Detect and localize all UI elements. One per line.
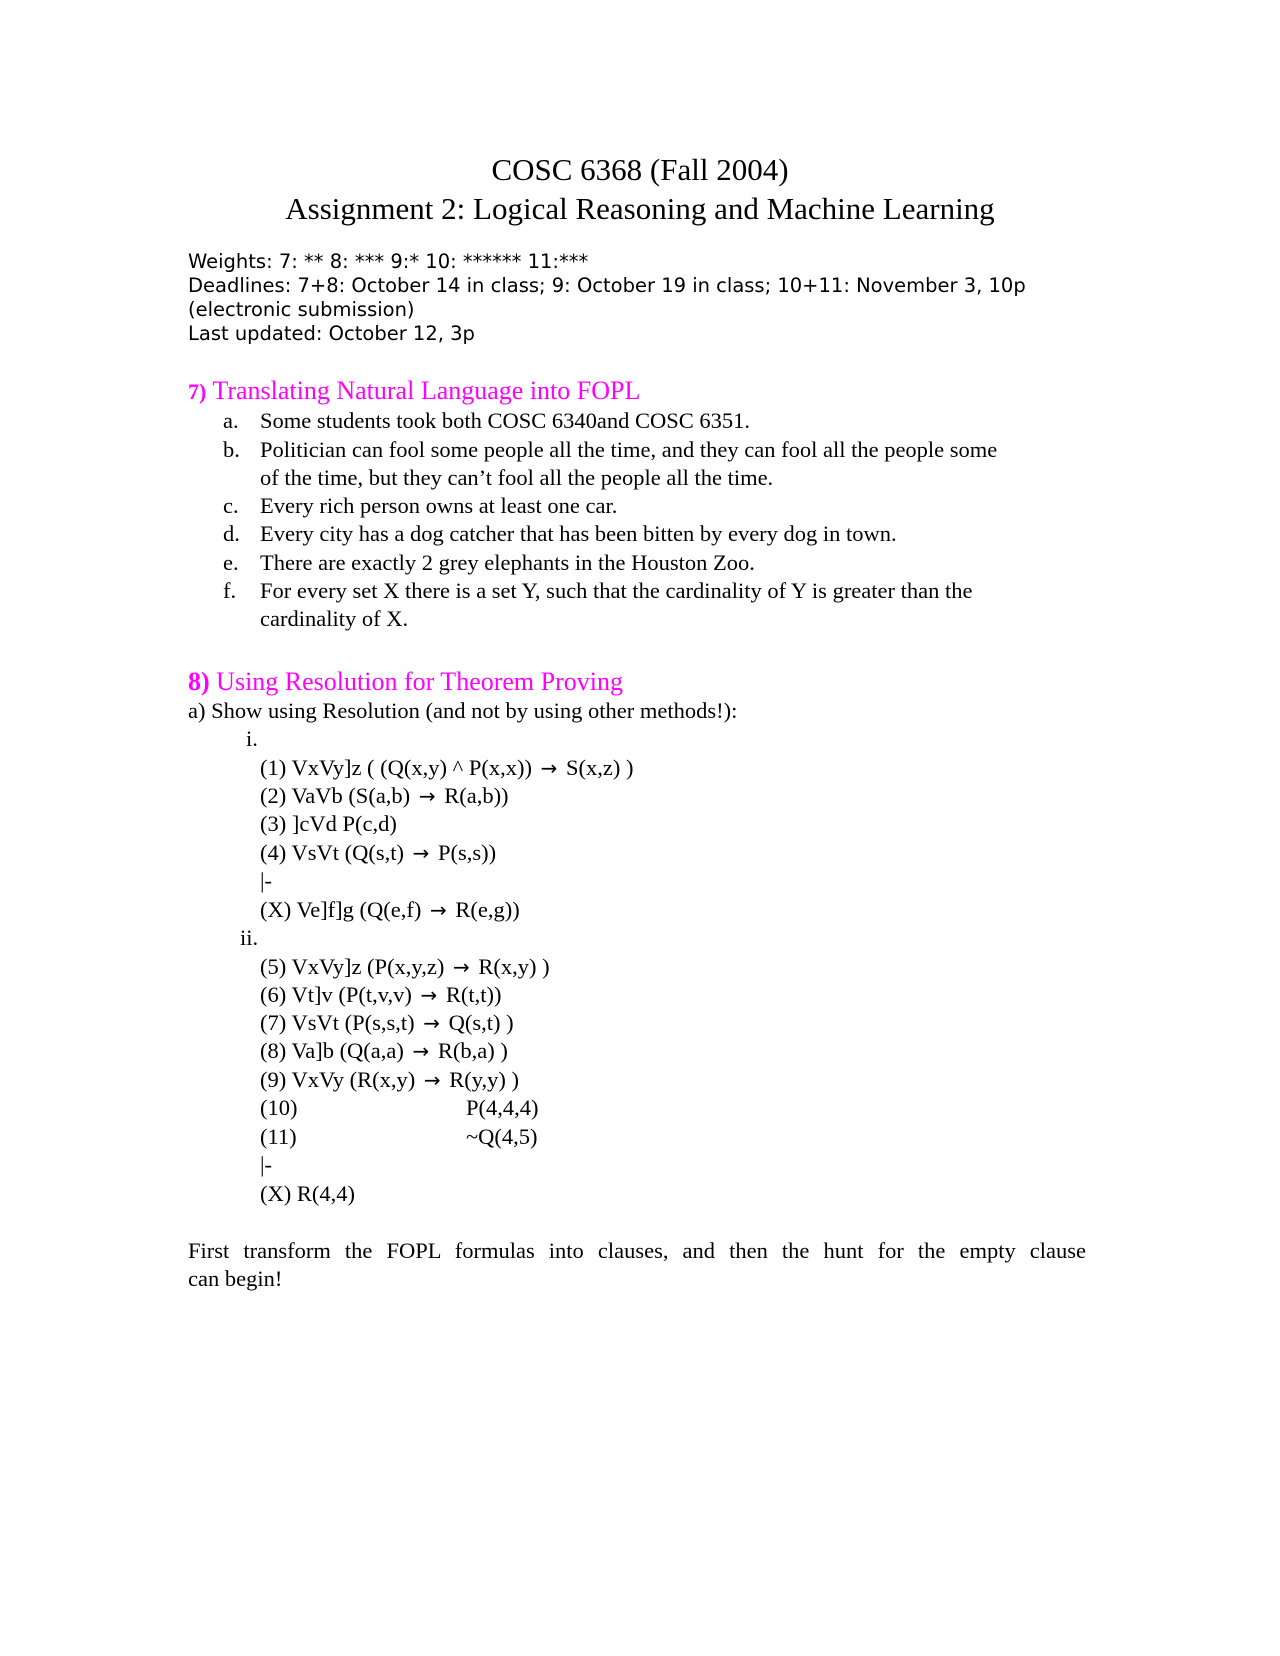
formula-11-value: ~Q(4,5) — [466, 1124, 538, 1149]
course-title: COSC 6368 (Fall 2004) — [491, 152, 789, 187]
section-7-title: Translating Natural Language into FOPL — [212, 376, 641, 405]
formula-11-label: (11) — [260, 1124, 297, 1149]
formula-5-premise: (5) VxVy]z (P(x,y,z) — [260, 954, 445, 979]
list-item: There are exactly 2 grey elephants in the Houston Zoo. — [260, 550, 755, 575]
weights-line: Weights: 7: ** 8: *** 9:* 10: ****** 11:*** — [188, 250, 589, 273]
closing-paragraph-line-2: can begin! — [188, 1266, 283, 1291]
list-item: Every rich person owns at least one car. — [260, 493, 618, 518]
list-marker: b. — [223, 437, 240, 462]
goal-formula-ii: (X) R(4,4) — [260, 1181, 355, 1206]
formula-2-premise: (2) VaVb (S(a,b) — [260, 783, 411, 808]
turnstile-i: |- — [260, 868, 272, 893]
formula-10-value: P(4,4,4) — [466, 1095, 539, 1120]
list-marker: d. — [223, 521, 240, 546]
section-8-heading — [188, 667, 623, 697]
list-marker: f. — [223, 578, 237, 603]
assignment-title: Assignment 2: Logical Reasoning and Machine Learning — [285, 191, 995, 226]
implies-arrow-icon: → — [412, 1039, 430, 1063]
implies-arrow-icon: → — [423, 1068, 441, 1092]
section-7-heading — [188, 376, 640, 407]
formula-4-conclusion: P(s,s)) — [437, 840, 497, 865]
implies-arrow-icon: → — [452, 955, 470, 979]
formula-5-conclusion: R(x,y) ) — [478, 954, 550, 979]
formula-8-conclusion: R(b,a) ) — [437, 1038, 508, 1063]
implies-arrow-icon: → — [430, 898, 447, 922]
section-7-number: 7) — [188, 379, 207, 404]
list-item-continued: cardinality of X. — [260, 606, 409, 631]
formula-9-conclusion: R(y,y) ) — [449, 1067, 519, 1092]
deadlines-line: Deadlines: 7+8: October 14 in class; 9: October 19 in class; 10+11: November 3, 10p — [188, 274, 1026, 297]
formula-1 — [260, 754, 633, 782]
formula-7-conclusion: Q(s,t) ) — [448, 1010, 514, 1035]
formula-1-premise: (1) VxVy]z ( (Q(x,y) ^ P(x,x)) — [260, 755, 532, 780]
formula-9 — [260, 1066, 519, 1094]
section-8-number: 8) — [188, 667, 210, 696]
turnstile-ii: |- — [260, 1152, 272, 1177]
goal-i-premise: (X) Ve]f]g (Q(e,f) — [260, 897, 422, 922]
formula-7 — [260, 1009, 514, 1037]
formula-8-premise: (8) Va]b (Q(a,a) — [260, 1038, 404, 1063]
closing-paragraph-line-1 — [188, 1237, 1086, 1265]
formula-3: (3) ]cVd P(c,d) — [260, 811, 397, 836]
list-item: Politician can fool some people all the time, and they can fool all the people some — [260, 437, 998, 462]
list-item: Every city has a dog catcher that has been bitten by every dog in town. — [260, 521, 897, 546]
list-marker: a. — [223, 408, 239, 433]
part-ii-marker: ii. — [240, 925, 259, 950]
implies-arrow-icon: → — [420, 983, 438, 1007]
formula-10-label: (10) — [260, 1095, 298, 1120]
list-item: For every set X there is a set Y, such that the cardinality of Y is greater than the — [260, 578, 973, 603]
section-8-title: Using Resolution for Theorem Proving — [216, 667, 623, 696]
list-item: Some students took both COSC 6340and COSC 6351. — [260, 408, 751, 433]
closing-text-1: First transform the FOPL formulas into clauses, and then the hunt for the empty clause — [188, 1238, 1086, 1263]
formula-5 — [260, 953, 550, 981]
part-i-marker: i. — [246, 726, 258, 751]
formula-6-premise: (6) Vt]v (P(t,v,v) — [260, 982, 412, 1007]
formula-4 — [260, 839, 496, 867]
formula-7-premise: (7) VsVt (P(s,s,t) — [260, 1010, 415, 1035]
last-updated-line: Last updated: October 12, 3p — [188, 322, 475, 345]
list-marker: c. — [223, 493, 239, 518]
implies-arrow-icon: → — [418, 784, 436, 808]
formula-1-conclusion: S(x,z) ) — [565, 755, 634, 780]
formula-4-premise: (4) VsVt (Q(s,t) — [260, 840, 404, 865]
goal-i-conclusion: R(e,g)) — [455, 897, 520, 922]
implies-arrow-icon: → — [540, 756, 558, 780]
section-8-intro: a) Show using Resolution (and not by using other methods!): — [188, 698, 738, 723]
formula-6-conclusion: R(t,t)) — [445, 982, 502, 1007]
formula-6 — [260, 981, 502, 1009]
implies-arrow-icon: → — [423, 1011, 440, 1035]
list-marker: e. — [223, 550, 239, 575]
list-item-continued: of the time, but they can’t fool all the people all the time. — [260, 465, 774, 490]
formula-8 — [260, 1037, 508, 1065]
implies-arrow-icon: → — [412, 841, 430, 865]
goal-formula-i — [260, 896, 520, 924]
formula-2 — [260, 782, 509, 810]
formula-9-premise: (9) VxVy (R(x,y) — [260, 1067, 416, 1092]
deadlines-line-continued: (electronic submission) — [188, 298, 415, 321]
formula-2-conclusion: R(a,b)) — [444, 783, 509, 808]
